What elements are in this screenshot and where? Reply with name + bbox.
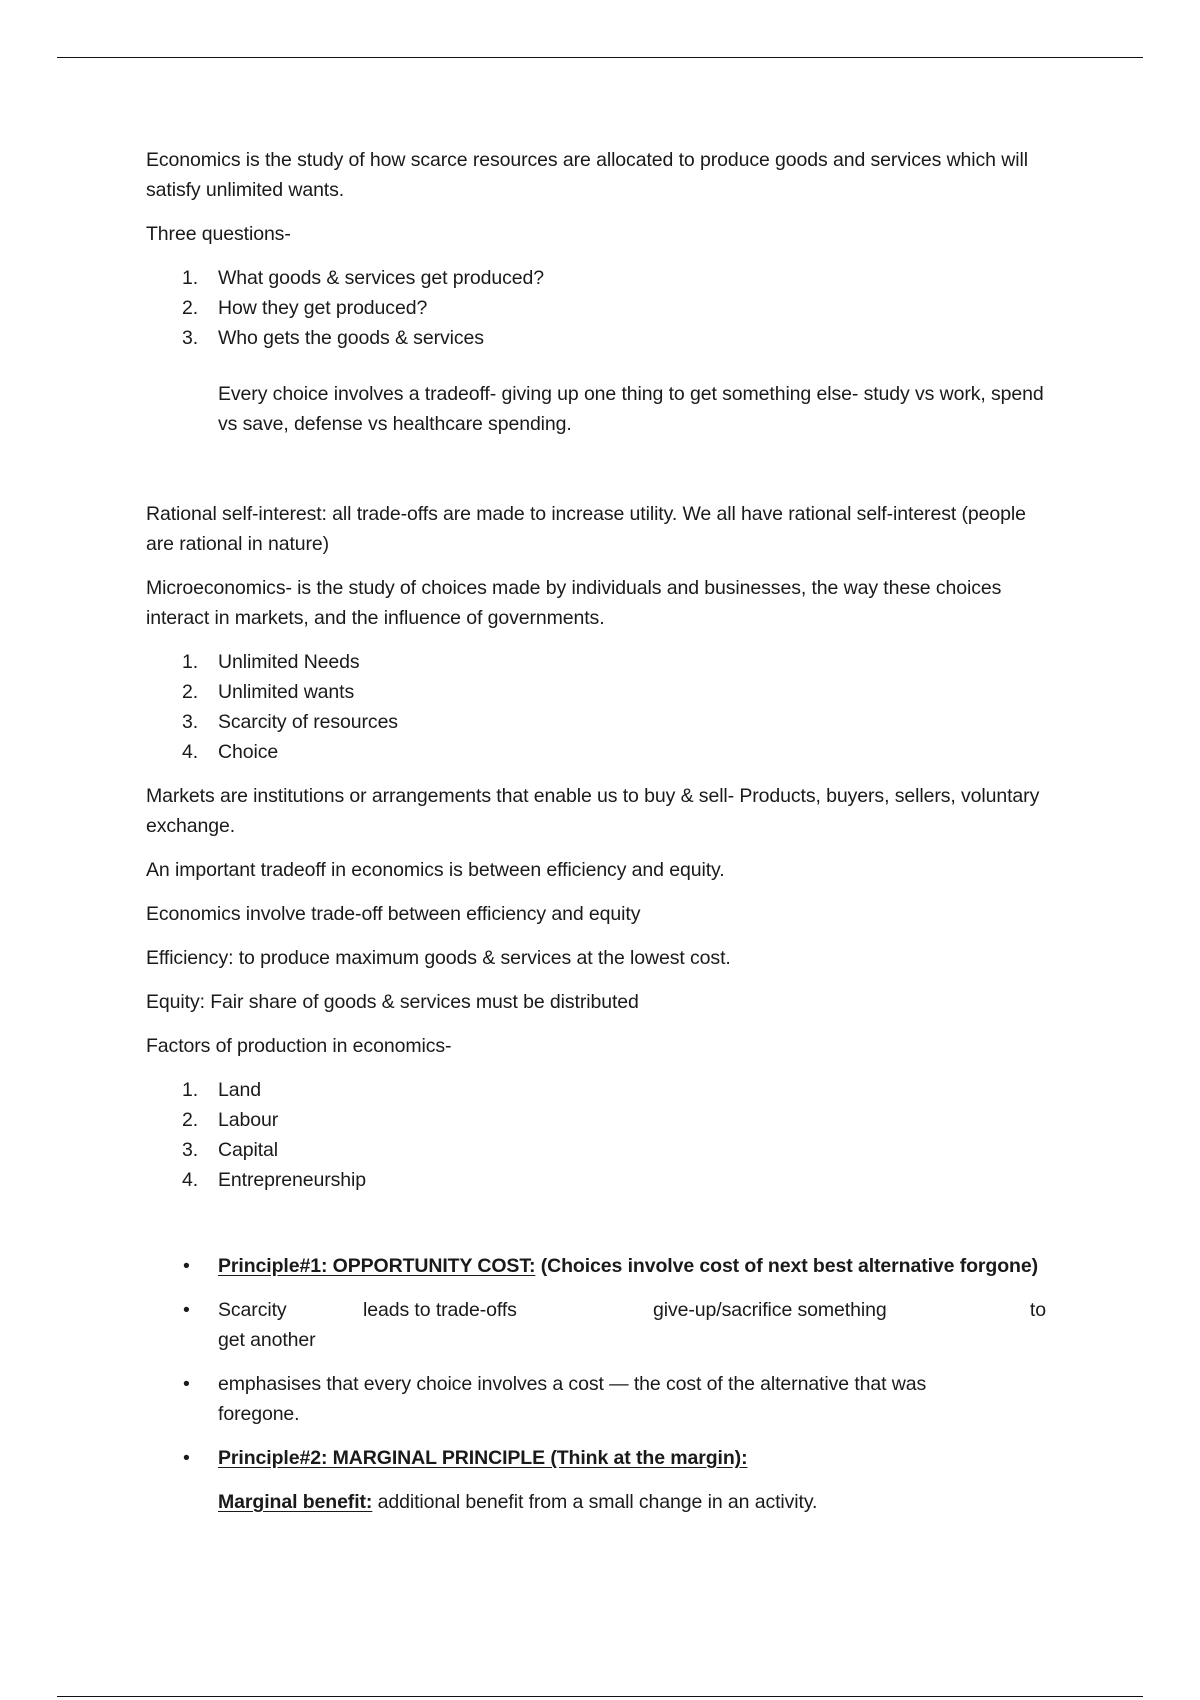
principle-1-title: Principle#1: OPPORTUNITY COST: bbox=[218, 1255, 536, 1277]
principle-2-title: Principle#2: MARGINAL PRINCIPLE (Think at the margin): bbox=[218, 1447, 748, 1469]
list-item: 3. Capital bbox=[182, 1139, 278, 1161]
list-item: 4. Choice bbox=[182, 741, 279, 763]
list-item: 2. Labour bbox=[182, 1109, 279, 1131]
factors-list bbox=[146, 1075, 1046, 1195]
list-item: 1. Land bbox=[182, 1079, 261, 1101]
bullet-icon: • bbox=[183, 1299, 190, 1321]
list-item: 1. What goods & services get produced? bbox=[182, 267, 545, 289]
factors-heading: Factors of production in economics- bbox=[146, 1035, 452, 1057]
bullet-icon: • bbox=[183, 1373, 190, 1395]
economics-tradeoff: Economics involve trade-off between efficiency and equity bbox=[146, 903, 641, 925]
list-item: 2. Unlimited wants bbox=[182, 681, 355, 703]
microeconomics-list bbox=[146, 647, 1046, 767]
list-item: 3. Who gets the goods & services bbox=[182, 327, 484, 349]
marginal-benefit-text: additional benefit from a small change in an activity. bbox=[372, 1491, 818, 1513]
marginal-benefit-label: Marginal benefit: bbox=[218, 1491, 373, 1513]
tradeoff-note: Every choice involves a tradeoff- giving up one thing to get something else- study vs work, spend vs save, defense vs healthcare spending. bbox=[218, 383, 1044, 435]
equity-definition: Equity: Fair share of goods & services must be distributed bbox=[146, 991, 639, 1013]
list-item: 1. Unlimited Needs bbox=[182, 651, 360, 673]
footer-rule bbox=[57, 1696, 1143, 1697]
bullet-icon: • bbox=[183, 1255, 190, 1277]
emphasis-bullet: • emphasises that every choice involves a cost — the cost of the alternative that was foregone. bbox=[146, 1369, 1046, 1429]
header-rule bbox=[57, 57, 1143, 58]
scarcity-bullet: • Scarcity leads to trade-offs give-up/sacrifice something to get another bbox=[146, 1295, 1046, 1355]
principle-2 bbox=[146, 1443, 1046, 1473]
rational-self-interest: Rational self-interest: all trade-offs are made to increase utility. We all have rational self-interest (people are rational in nature) bbox=[146, 503, 1026, 555]
marginal-benefit bbox=[146, 1487, 1046, 1517]
bullet-icon: • bbox=[183, 1447, 190, 1469]
important-tradeoff: An important tradeoff in economics is between efficiency and equity. bbox=[146, 859, 725, 881]
list-item: 3. Scarcity of resources bbox=[182, 711, 398, 733]
economics-definition: Economics is the study of how scarce resources are allocated to produce goods and services which will satisfy unlimited wants. bbox=[146, 149, 1028, 201]
list-item: 4. Entrepreneurship bbox=[182, 1169, 366, 1191]
questions-list bbox=[146, 263, 1046, 353]
list-item: 2. How they get produced? bbox=[182, 297, 428, 319]
three-questions-heading: Three questions- bbox=[146, 223, 291, 245]
markets-definition: Markets are institutions or arrangements that enable us to buy & sell- Products, buyers, sellers, voluntary exchange. bbox=[146, 785, 1040, 837]
document-body bbox=[146, 145, 1046, 1517]
microeconomics-definition: Microeconomics- is the study of choices made by individuals and businesses, the way these choices interact in markets, and the influence of governments. bbox=[146, 577, 1002, 629]
principle-1-subtitle: (Choices involve cost of next best alternative forgone) bbox=[540, 1255, 1038, 1277]
efficiency-definition: Efficiency: to produce maximum goods & services at the lowest cost. bbox=[146, 947, 731, 969]
principle-1 bbox=[146, 1251, 1046, 1281]
